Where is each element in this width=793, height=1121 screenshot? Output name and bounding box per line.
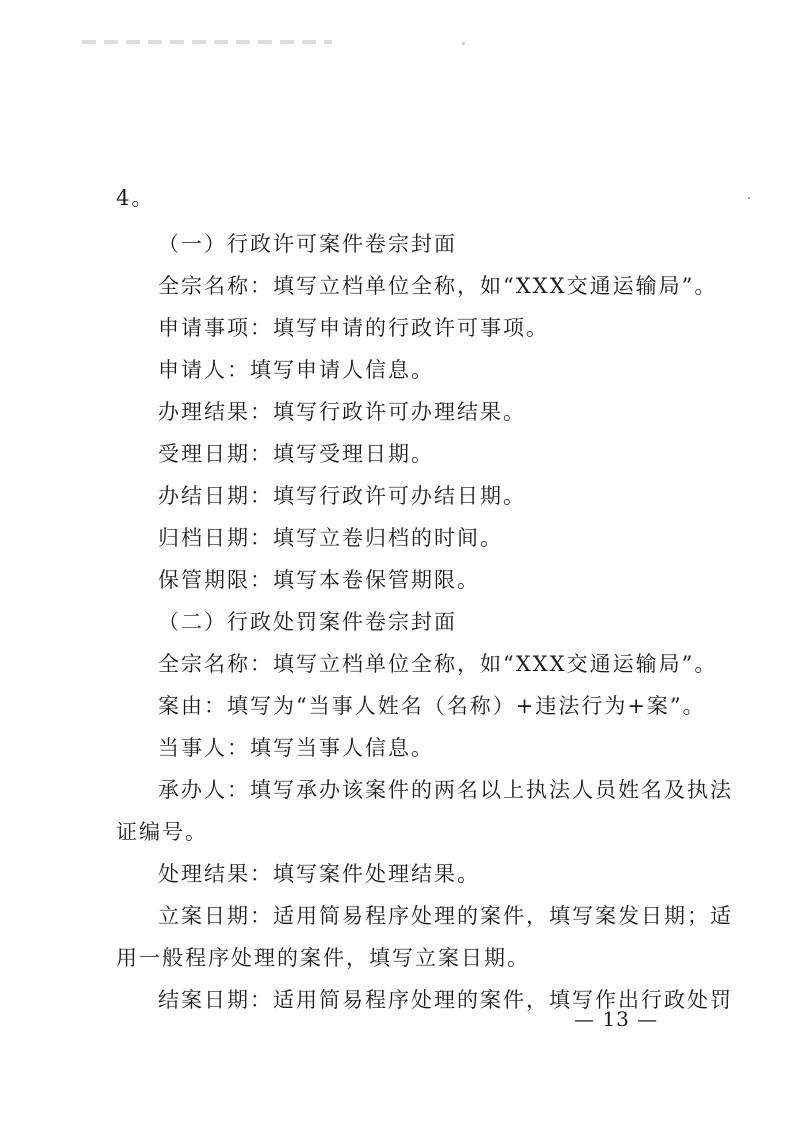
body-line-continuation: 用一般程序处理的案件，填写立案日期。 (116, 946, 530, 970)
body-line: 申请事项：填写申请的行政许可事项。 (158, 316, 549, 340)
body-line: 归档日期：填写立卷归档的时间。 (158, 526, 503, 550)
body-line: 办理结果：填写行政许可办理结果。 (158, 400, 526, 424)
body-line: 处理结果：填写案件处理结果。 (158, 862, 480, 886)
scan-speck (462, 42, 465, 45)
page-number: — 13 — (574, 1007, 659, 1031)
body-line: 结案日期：适用简易程序处理的案件，填写作出行政处罚 (158, 988, 733, 1012)
body-line: 立案日期：适用简易程序处理的案件，填写案发日期；适 (158, 904, 733, 928)
section-heading: （一）行政许可案件卷宗封面 (158, 232, 457, 256)
body-line: 案由：填写为“当事人姓名（名称）+违法行为+案”。 (158, 694, 706, 718)
body-line: 4。 (116, 186, 155, 210)
body-line: 受理日期：填写受理日期。 (158, 442, 434, 466)
body-line: 当事人：填写当事人信息。 (158, 736, 434, 760)
body-line: 保管期限：填写本卷保管期限。 (158, 568, 480, 592)
body-line: 申请人：填写申请人信息。 (158, 358, 434, 382)
body-line: 办结日期：填写行政许可办结日期。 (158, 484, 526, 508)
body-line-continuation: 证编号。 (116, 820, 208, 844)
scan-artifact (82, 40, 332, 44)
body-line: 全宗名称：填写立档单位全称，如“XXX交通运输局”。 (158, 652, 718, 676)
section-heading: （二）行政处罚案件卷宗封面 (158, 610, 457, 634)
scan-speck (748, 197, 750, 199)
body-line: 承办人：填写承办该案件的两名以上执法人员姓名及执法 (158, 778, 733, 802)
body-line: 全宗名称：填写立档单位全称，如“XXX交通运输局”。 (158, 274, 718, 298)
